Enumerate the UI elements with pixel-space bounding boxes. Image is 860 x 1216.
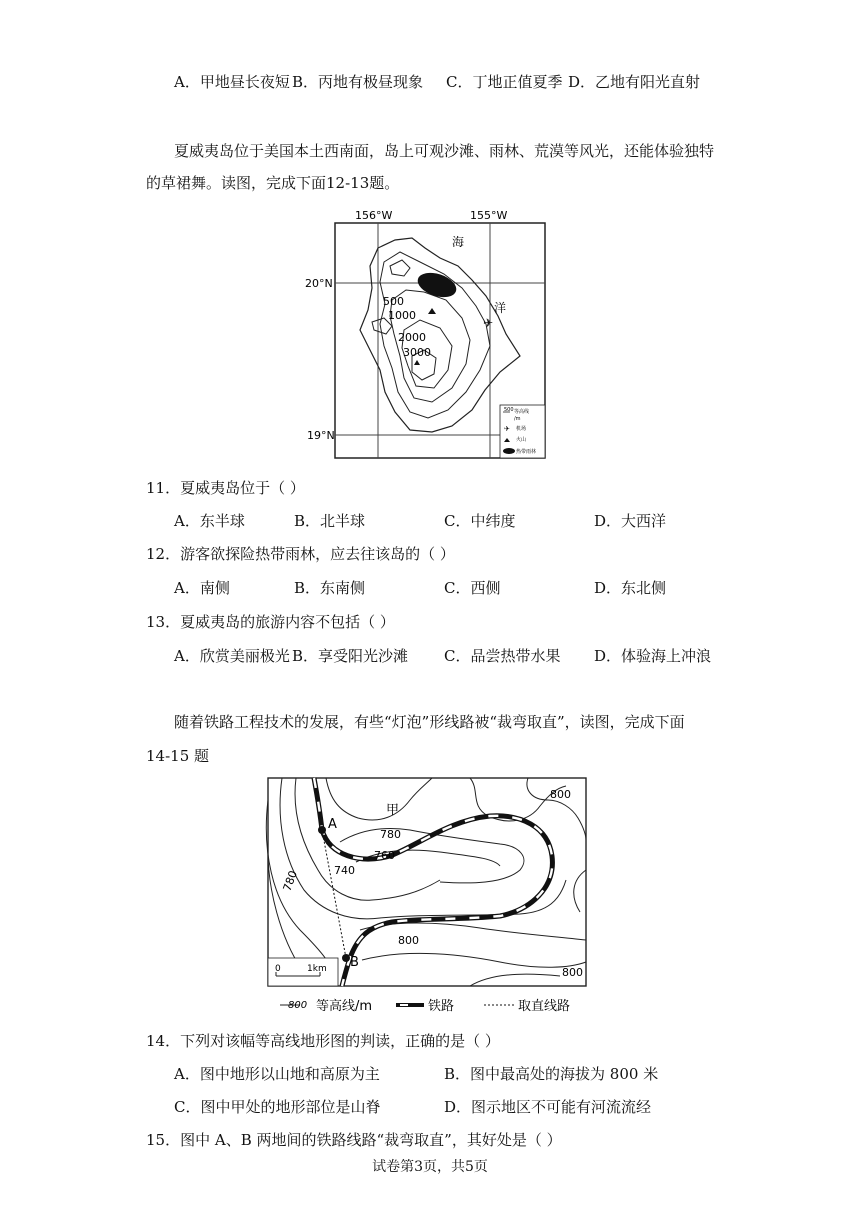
q10-option-c: C．丁地正值夏季 xyxy=(446,73,563,91)
q11-option-a: A．东半球 xyxy=(174,512,245,530)
point-b xyxy=(342,954,350,962)
hawaii-map xyxy=(300,204,560,460)
svg-text:500: 500 xyxy=(504,407,514,413)
q13-option-c: C．品尝热带水果 xyxy=(444,647,561,665)
q12-option-a: A．南侧 xyxy=(174,579,230,597)
svg-text:19°N: 19°N xyxy=(307,429,335,442)
q13-stem: 13．夏威夷岛的旅游内容不包括（ ） xyxy=(146,613,395,631)
svg-text:A: A xyxy=(328,817,337,832)
svg-text:500: 500 xyxy=(383,295,404,308)
svg-text:甲: 甲 xyxy=(386,803,400,818)
q14-stem: 14．下列对该幅等高线地形图的判读，正确的是（ ） xyxy=(146,1032,500,1050)
q11-stem: 11．夏威夷岛位于（ ） xyxy=(146,479,305,497)
q15-stem: 15．图中 A、B 两地间的铁路线路“裁弯取直”，其好处是（ ） xyxy=(146,1131,562,1149)
svg-text:800: 800 xyxy=(550,788,571,801)
q12-option-b: B．东南侧 xyxy=(294,579,366,597)
svg-text:740: 740 xyxy=(334,864,355,877)
svg-text:B: B xyxy=(350,955,359,970)
q10-option-d: D．乙地有阳光直射 xyxy=(568,73,701,91)
svg-text:780: 780 xyxy=(280,868,301,894)
rail-intro-line2: 14-15 题 xyxy=(146,747,210,765)
svg-text:156°W: 156°W xyxy=(355,209,393,222)
svg-text:/m: /m xyxy=(514,416,521,422)
point-a xyxy=(318,826,326,834)
svg-text:取直线路: 取直线路 xyxy=(518,999,571,1014)
svg-text:海: 海 xyxy=(452,235,465,249)
q10-option-b: B．丙地有极昼现象 xyxy=(292,73,424,91)
airport-icon: ✈ xyxy=(483,316,494,330)
svg-text:等高线: 等高线 xyxy=(514,409,530,415)
svg-text:热带雨林: 热带雨林 xyxy=(516,449,537,455)
svg-text:2000: 2000 xyxy=(398,331,426,344)
q14-option-d: D．图示地区不可能有河流流经 xyxy=(444,1098,652,1116)
svg-text:机场: 机场 xyxy=(516,426,527,432)
svg-text:等高线/m: 等高线/m xyxy=(316,999,373,1014)
q13-option-d: D．体验海上冲浪 xyxy=(594,647,712,665)
svg-text:1000: 1000 xyxy=(388,309,416,322)
hawaii-intro-line1: 夏威夷岛位于美国本土西南面，岛上可观沙滩、雨林、荒漠等风光，还能体验独特 xyxy=(174,142,715,160)
hawaii-intro-line2: 的草裙舞。读图，完成下面12-13题。 xyxy=(146,174,400,192)
svg-text:760: 760 xyxy=(374,849,395,862)
rail-intro-line1: 随着铁路工程技术的发展，有些“灯泡”形线路被“裁弯取直”，读图，完成下面 xyxy=(174,713,685,731)
q12-stem: 12．游客欲探险热带雨林，应去往该岛的（ ） xyxy=(146,545,455,563)
q11-option-d: D．大西洋 xyxy=(594,512,667,530)
svg-text:火山: 火山 xyxy=(516,437,527,443)
svg-text:0: 0 xyxy=(275,964,281,974)
svg-text:800: 800 xyxy=(288,1000,308,1011)
svg-text:20°N: 20°N xyxy=(305,277,333,290)
q10-option-a: A．甲地昼长夜短 xyxy=(174,73,290,91)
page-footer: 试卷第3页，共5页 xyxy=(372,1159,488,1175)
svg-text:800: 800 xyxy=(398,934,419,947)
q13-option-a: A．欣赏美丽极光 xyxy=(174,647,290,665)
svg-text:780: 780 xyxy=(380,828,401,841)
q14-option-a: A．图中地形以山地和高原为主 xyxy=(174,1065,380,1083)
q14-option-b: B．图中最高处的海拔为 800 米 xyxy=(444,1065,659,1083)
svg-text:洋: 洋 xyxy=(494,301,507,315)
svg-text:800: 800 xyxy=(562,966,583,979)
svg-text:3000: 3000 xyxy=(403,346,431,359)
svg-text:✈: ✈ xyxy=(504,425,510,433)
q12-option-c: C．西侧 xyxy=(444,579,501,597)
q12-option-d: D．东北侧 xyxy=(594,579,667,597)
q11-option-c: C．中纬度 xyxy=(444,512,516,530)
q13-option-b: B．享受阳光沙滩 xyxy=(292,647,409,665)
svg-text:1km: 1km xyxy=(307,964,327,974)
q11-option-b: B．北半球 xyxy=(294,512,366,530)
svg-text:155°W: 155°W xyxy=(470,209,508,222)
railway-contour-map xyxy=(262,774,592,1018)
svg-text:铁路: 铁路 xyxy=(428,999,455,1014)
q14-option-c: C．图中甲处的地形部位是山脊 xyxy=(174,1098,381,1116)
